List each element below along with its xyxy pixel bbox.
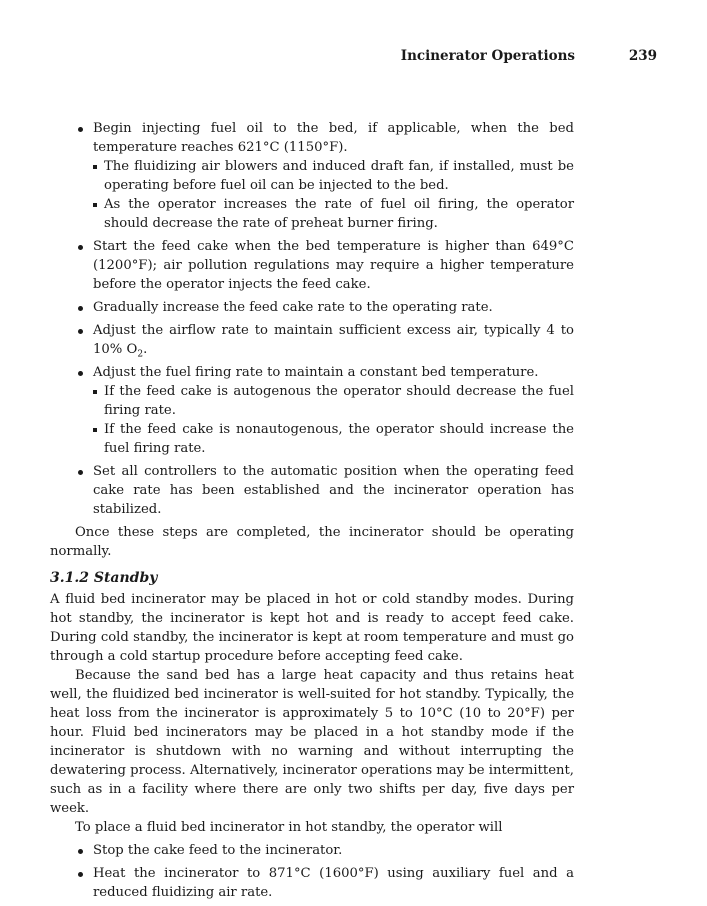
paragraph: Because the sand bed has a large heat capacity and thus retains heat well, the fluidized bed incinerator is well-suited for hot standby. Typically, the heat loss from the incinerator is approximately 5 to 10°C (10 to 20°F) per hour. Fluid bed incinerators may be placed in a hot standby mode if the incinerator is shutdown with no warning and without interrupting the dewatering process. Alternatively, incinerator operations may be intermittent, such as in a facility where there are only two shifts per day, five days per week. <box>50 668 574 816</box>
sub-list-item: If the feed cake is autogenous the operator should decrease the fuel firing rate. <box>50 382 574 420</box>
running-title: Incinerator Operations <box>400 48 575 64</box>
startup-steps-list <box>50 119 574 519</box>
list-item-text: Gradually increase the feed cake rate to the operating rate. <box>93 300 493 315</box>
list-item-text: Adjust the airflow rate to maintain sufficient excess air, typically 4 to 10% O <box>93 323 574 357</box>
list-item-text: Set all controllers to the automatic position when the operating feed cake rate has been established and the incinerator operation has stabilized. <box>93 464 574 517</box>
closing-line: Once these steps are completed, the incinerator should be operating normally. <box>50 525 574 559</box>
page-body <box>50 119 574 906</box>
section-heading: 3.1.2 Standby <box>50 570 158 586</box>
sub-list-item: The fluidizing air blowers and induced draft fan, if installed, must be operating before fuel oil can be injected to the bed. <box>50 157 574 195</box>
list-item <box>50 237 574 294</box>
list-item: Stop the cake feed to the incinerator. <box>50 841 574 860</box>
paragraph: To place a fluid bed incinerator in hot standby, the operator will <box>75 820 503 835</box>
standby-steps-list <box>50 841 574 902</box>
list-item-text: Begin injecting fuel oil to the bed, if applicable, when the bed temperature reaches 621°C (1150°F). <box>93 121 574 155</box>
sub-list <box>50 157 574 233</box>
page-number: 239 <box>628 48 657 64</box>
list-item-text: Start the feed cake when the bed temperature is higher than 649°C (1200°F); air pollution regulations may require a higher temperature before the operator injects the feed cake. <box>93 239 574 292</box>
list-item <box>50 363 574 458</box>
subscript-2: 2 <box>137 349 144 360</box>
list-item-text-end: . <box>143 342 148 357</box>
list-item <box>50 298 574 317</box>
sub-list-item: As the operator increases the rate of fuel oil firing, the operator should decrease the rate of preheat burner firing. <box>50 195 574 233</box>
sub-list-item: If the feed cake is nonautogenous, the operator should increase the fuel firing rate. <box>50 420 574 458</box>
list-item-text: Adjust the fuel firing rate to maintain a constant bed temperature. <box>93 365 539 380</box>
list-item <box>50 462 574 519</box>
list-item <box>50 119 574 233</box>
page-header <box>0 48 707 70</box>
list-item <box>50 321 574 359</box>
sub-list <box>50 382 574 458</box>
list-item: Heat the incinerator to 871°C (1600°F) using auxiliary fuel and a reduced fluidizing air rate. <box>50 864 574 902</box>
paragraph: A fluid bed incinerator may be placed in hot or cold standby modes. During hot standby, the incinerator is kept hot and is ready to accept feed cake. During cold standby, the incinerator is kept at room temperature and must go through a cold startup procedure before accepting feed cake. <box>50 592 574 664</box>
